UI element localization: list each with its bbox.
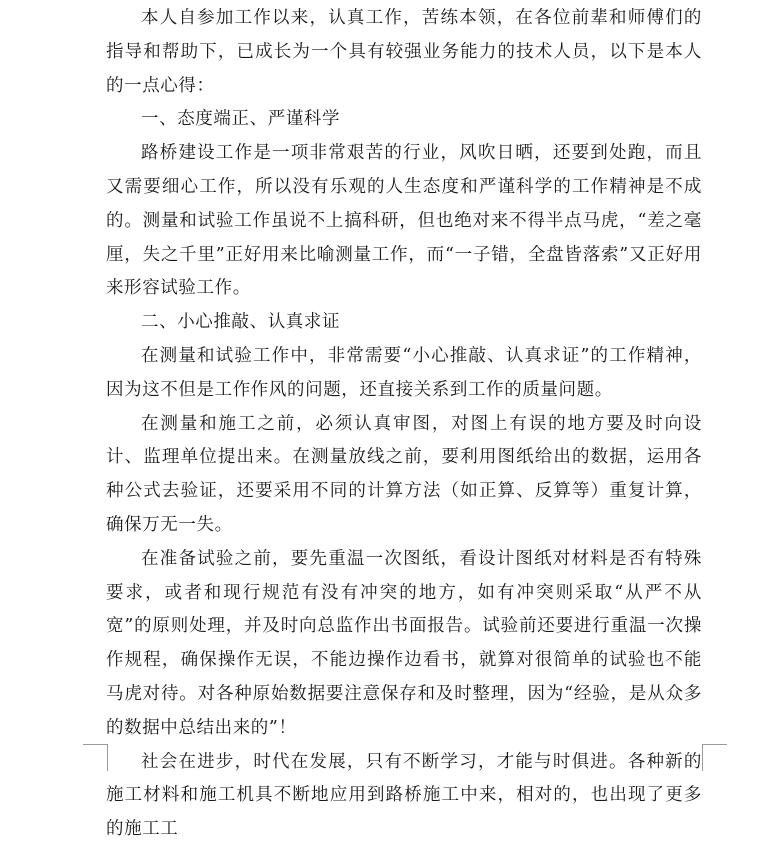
paragraph-attitude: 路桥建设工作是一项非常艰苦的行业，风吹日晒，还要到处跑，而且又需要细心工作，所以没有乐观的人生态度和严谨科学的工作精神是不成的。测量和试验工作虽说不上搞科研，但也绝对来不得半点马虎，“差之毫厘，失之千里”正好用来比喻测量工作，而“一子错，全盘皆落索”又正好用来形容试验工作。 [106, 143, 702, 299]
paragraph-intro: 本人自参加工作以来，认真工作，苦练本领，在各位前辈和师傅们的指导和帮助下，已成长为一个具有较强业务能力的技术人员，以下是本人的一点心得： [106, 8, 702, 96]
section-heading-2: 二、小心推敲、认真求证 [141, 312, 341, 333]
margin-corner-mark-right [702, 744, 727, 771]
paragraph-measurement: 在测量和施工之前，必须认真审图，对图上有误的地方要及时向设计、监理单位提出来。在测量放线之前，要利用图纸给出的数据，运用各种公式去验证，还要采用不同的计算方法（如正算、反算等）重复计算，确保万无一失。 [106, 413, 702, 535]
section-heading-1: 一、态度端正、严谨科学 [141, 109, 341, 130]
document-body [106, 2, 702, 847]
paragraph-testing: 在准备试验之前，要先重温一次图纸，看设计图纸对材料是否有特殊要求，或者和现行规范有没有冲突的地方，如有冲突则采取“从严不从宽”的原则处理，并及时向总监作出书面报告。试验前还要进行重温一次操作规程，确保操作无误，不能边操作边看书，就算对很简单的试验也不能马虎对待。对各种原始数据要注意保存和及时整理，因为“经验，是从众多的数据中总结出来的”！ [106, 548, 702, 738]
margin-corner-mark-left [83, 744, 108, 771]
paragraph-verification: 在测量和试验工作中，非常需要“小心推敲、认真求证”的工作精神，因为这不但是工作作风的问题，还直接关系到工作的质量问题。 [106, 345, 702, 400]
paragraph-progress: 社会在进步，时代在发展，只有不断学习，才能与时俱进。各种新的施工材料和施工机具不断地应用到路桥施工中来，相对的，也出现了更多的施工工 [106, 751, 702, 840]
